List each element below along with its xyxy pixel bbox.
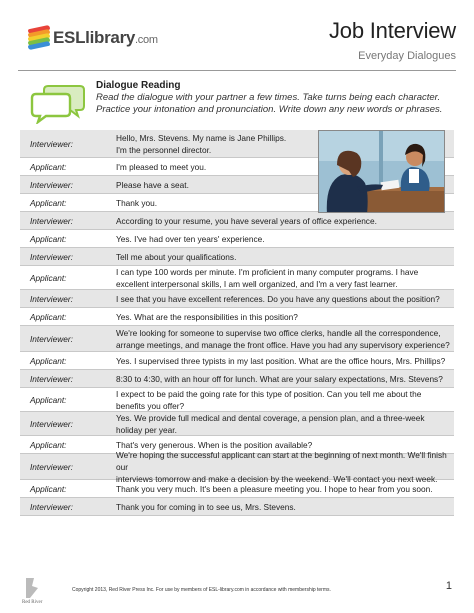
logo-stripes-icon <box>28 27 50 49</box>
dialogue-line <box>110 308 454 325</box>
dialogue-row <box>20 370 454 388</box>
page-header <box>0 0 474 70</box>
speaker-label: Applicant: <box>30 439 67 450</box>
dialogue-text: I can type 100 words per minute. I'm proficient in many computer programs. I have <box>116 266 419 277</box>
speaker-label: Interviewer: <box>30 293 73 304</box>
dialogue-text: Please have a seat. <box>116 179 189 190</box>
dialogue-text: Thank you very much. It's been a pleasure meeting you. I hope to hear from you soon. <box>116 483 433 494</box>
dialogue-line <box>110 498 454 515</box>
page-number: 1 <box>445 580 452 592</box>
svg-text:Red River: Red River <box>22 600 43 605</box>
dialogue-text: I'm the personnel director. <box>116 144 212 155</box>
header-divider <box>18 70 456 71</box>
dialogue-text: 8:30 to 4:30, with an hour off for lunch. What are your salary expectations, Mrs. Stevens? <box>116 373 443 384</box>
dialogue-row <box>20 498 454 516</box>
dialogue-text: We're hoping the successful applicant can start at the beginning of next month. We'll finish our <box>116 449 447 472</box>
dialogue-text: interviews tomorrow and make a decision by the weekend. We'll contact you next week. <box>116 473 438 484</box>
dialogue-text: That's very generous. When is the position available? <box>116 439 313 450</box>
dialogue-line <box>110 388 454 411</box>
page-subtitle: Everyday Dialogues <box>358 50 456 62</box>
dialogue-line <box>110 212 454 229</box>
speaker-label: Applicant: <box>30 355 67 366</box>
dialogue-line <box>110 248 454 265</box>
speaker-label: Applicant: <box>30 197 67 208</box>
dialogue-row <box>20 212 454 230</box>
dialogue-row <box>20 449 454 484</box>
dialogue-line <box>110 230 454 247</box>
dialogue-row <box>20 308 454 326</box>
dialogue-text: benefits you offer? <box>116 400 185 411</box>
speech-bubbles-icon <box>30 82 86 124</box>
dialogue-text: Yes. I supervised three typists in my last position. What are the office hours, Mrs. Phillips? <box>116 355 446 366</box>
speaker-label: Applicant: <box>30 233 67 244</box>
page-title: Job Interview <box>328 18 456 43</box>
speaker-label: Applicant: <box>30 161 67 172</box>
dialogue-text: Tell me about your qualifications. <box>116 251 237 262</box>
dialogue-text: excellent interpersonal skills, I am well organized, and I'm a very fast learner. <box>116 278 398 289</box>
red-river-press-logo <box>20 576 50 606</box>
interview-illustration <box>318 130 445 213</box>
dialogue-row <box>20 480 454 498</box>
speaker-label: Interviewer: <box>30 501 73 512</box>
dialogue-text: Yes. What are the responsibilities in this position? <box>116 311 298 322</box>
dialogue-line <box>110 326 454 351</box>
dialogue-text: We're looking for someone to supervise two office clerks, handle all the correspondence, <box>116 327 441 338</box>
speaker-label: Interviewer: <box>30 251 73 262</box>
speaker-label: Applicant: <box>30 483 67 494</box>
dialogue-text: Thank you for coming in to see us, Mrs. Stevens. <box>116 501 296 512</box>
speaker-label: Interviewer: <box>30 418 73 429</box>
dialogue-line <box>110 266 454 289</box>
speaker-label: Interviewer: <box>30 333 73 344</box>
intro-instructions: Read the dialogue with your partner a few times. Take turns being each character. Practice your intonation and pronunciation. Write down any new words or phrases. <box>96 92 443 115</box>
dialogue-text: Yes. We provide full medical and dental coverage, a pension plan, and a three-week <box>116 412 425 423</box>
speaker-label: Applicant: <box>30 272 67 283</box>
dialogue-row <box>20 412 454 436</box>
dialogue-text: I'm pleased to meet you. <box>116 161 207 172</box>
dialogue-line <box>110 352 454 369</box>
speaker-label: Applicant: <box>30 311 67 322</box>
speaker-label: Applicant: <box>30 394 67 405</box>
dialogue-row <box>20 266 454 290</box>
dialogue-line <box>110 290 454 307</box>
dialogue-line <box>110 370 454 387</box>
page-footer <box>20 576 454 606</box>
dialogue-row <box>20 388 454 412</box>
dialogue-text: Yes. I've had over ten years' experience. <box>116 233 265 244</box>
speaker-label: Interviewer: <box>30 179 73 190</box>
dialogue-line <box>110 412 454 435</box>
dialogue-row <box>20 248 454 266</box>
dialogue-text: Hello, Mrs. Stevens. My name is Jane Phillips. <box>116 132 287 143</box>
logo-text: ESLlibrary.com <box>53 28 158 47</box>
dialogue-text: I see that you have excellent references. Do you have any questions about the position? <box>116 293 440 304</box>
dialogue-row <box>20 352 454 370</box>
dialogue-row <box>20 230 454 248</box>
speaker-label: Interviewer: <box>30 138 73 149</box>
copyright-notice: Copyright 2013, Red River Press Inc. For use by members of ESL-library.com in accordance with membership terms. <box>72 587 331 593</box>
dialogue-text: arrange meetings, and manage the front office. Have you had any supervisory experience? <box>116 339 450 350</box>
dialogue-text: According to your resume, you have several years of office experience. <box>116 215 377 226</box>
speaker-label: Interviewer: <box>30 461 73 472</box>
dialogue-text: I expect to be paid the going rate for this type of position. Can you tell me about the <box>116 388 422 399</box>
speaker-label: Interviewer: <box>30 373 73 384</box>
intro-heading: Dialogue Reading <box>96 80 181 91</box>
speaker-label: Interviewer: <box>30 215 73 226</box>
dialogue-line <box>110 449 454 484</box>
dialogue-row <box>20 290 454 308</box>
dialogue-row <box>20 326 454 352</box>
dialogue-text: Thank you. <box>116 197 158 208</box>
intro-section <box>24 78 454 123</box>
esl-library-logo <box>28 27 158 49</box>
dialogue-line <box>110 480 454 497</box>
dialogue-text: holiday per year. <box>116 424 177 435</box>
